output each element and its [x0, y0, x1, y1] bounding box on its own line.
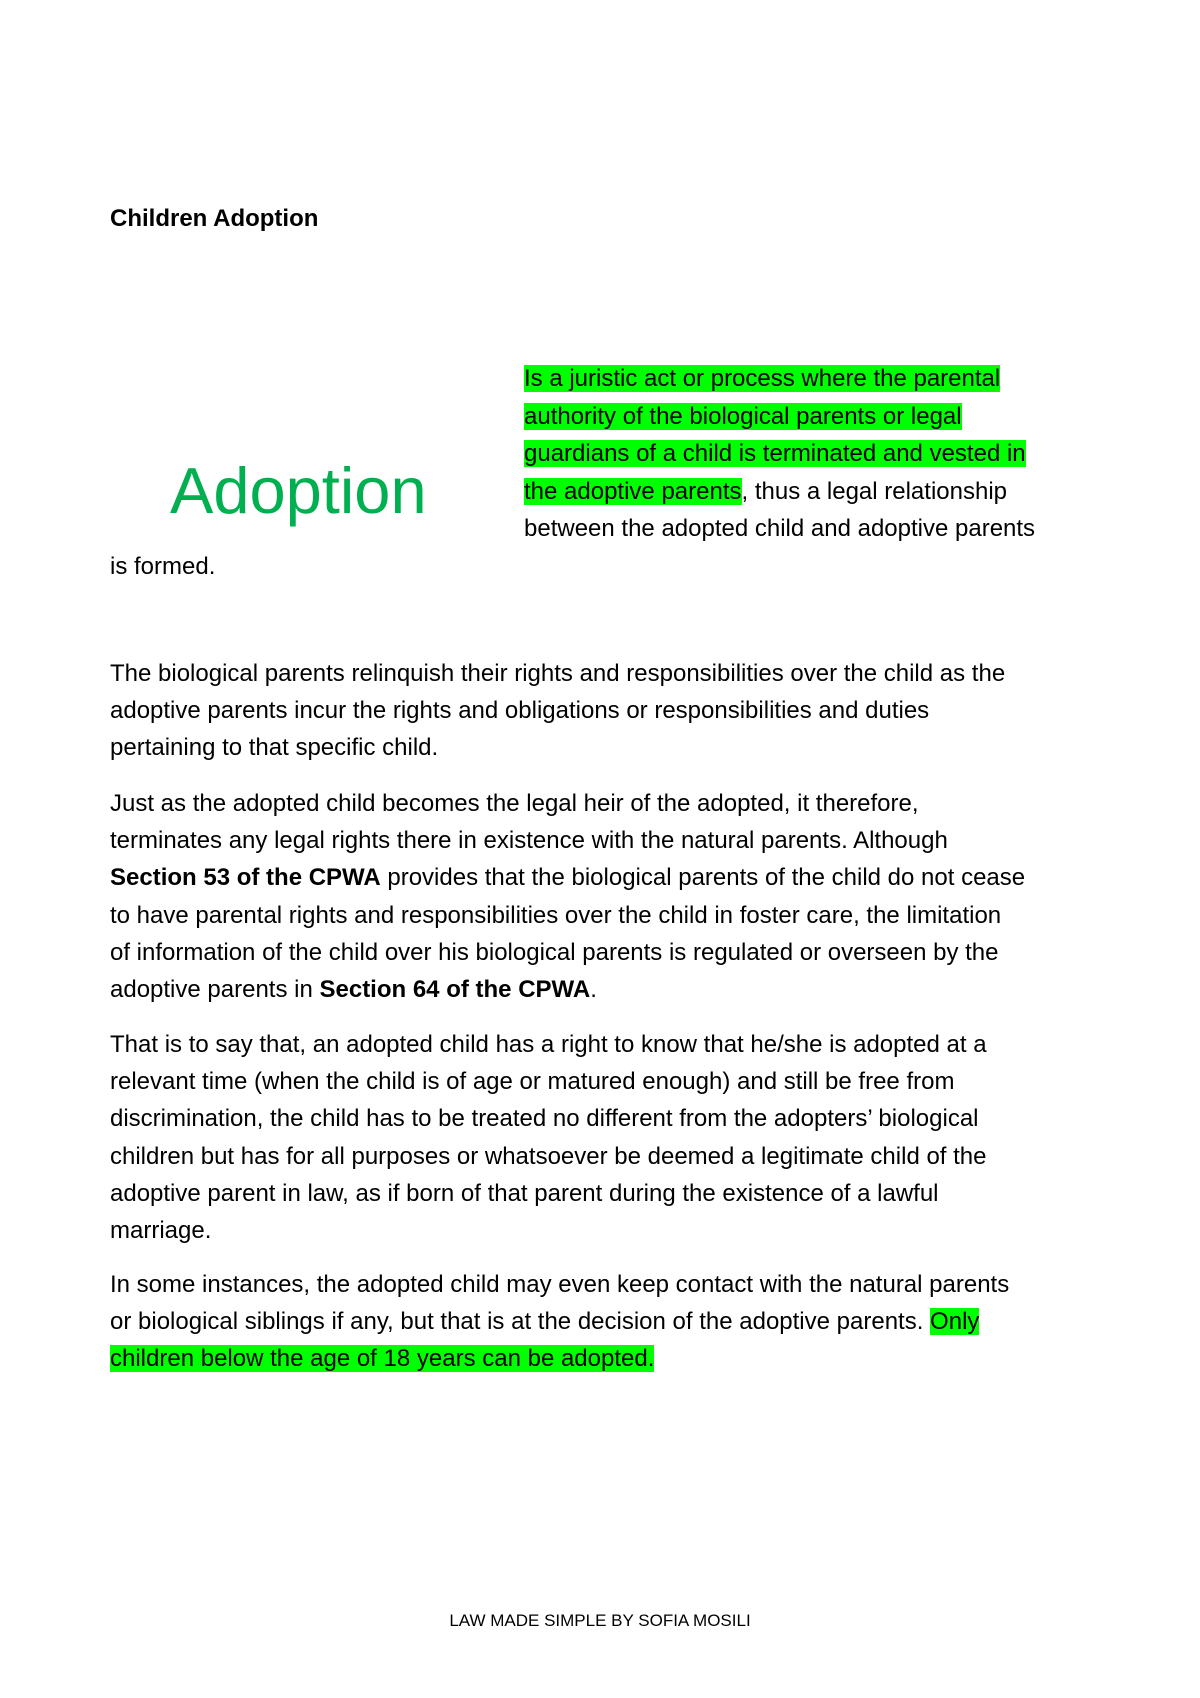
paragraph-line	[110, 859, 1100, 896]
paragraph-line: to have parental rights and responsibilities over the child in foster care, the limitation	[110, 901, 1002, 929]
paragraph-contact	[110, 1266, 1100, 1378]
definition-tail: is formed.	[110, 553, 216, 580]
highlighted-text: Is a juristic act or process where the parental	[524, 365, 1001, 392]
section-64-reference: Section 64 of the CPWA	[319, 976, 591, 1004]
definition-line	[524, 360, 1104, 398]
definition-line	[524, 473, 1104, 511]
highlighted-text: children below the age of 18 years can be adopted.	[110, 1345, 655, 1373]
paragraph-line: children but has for all purposes or whatsoever be deemed a legitimate child of the	[110, 1142, 987, 1170]
paragraph-text: or biological siblings if any, but that is at the decision of the adoptive parents.	[110, 1308, 931, 1336]
page-footer: LAW MADE SIMPLE BY SOFIA MOSILI	[449, 1611, 751, 1630]
paragraph-line: The biological parents relinquish their rights and responsibilities over the child as the	[110, 660, 1006, 687]
paragraph-line	[110, 1340, 1100, 1377]
document-heading: Children Adoption	[110, 205, 319, 232]
definition-block	[524, 360, 1104, 548]
paragraph-line: That is to say that, an adopted child has a right to know that he/she is adopted at a	[110, 1031, 987, 1058]
paragraph-right-to-know	[110, 1026, 1100, 1249]
highlighted-text: the adoptive parents	[524, 477, 742, 505]
adoption-side-word: Adoption	[170, 454, 427, 527]
paragraph-line: adoptive parents incur the rights and obligations or responsibilities and duties	[110, 697, 930, 725]
paragraph-line: terminates any legal rights there in existence with the natural parents. Although	[110, 827, 948, 855]
section-53-reference: Section 53 of the CPWA	[110, 864, 381, 892]
paragraph-text: adoptive parents in	[110, 976, 320, 1004]
paragraph-legal-heir	[110, 785, 1100, 1008]
paragraph-line	[110, 1303, 1100, 1340]
definition-line	[524, 435, 1104, 473]
paragraph-line: adoptive parent in law, as if born of that parent during the existence of a lawful	[110, 1179, 939, 1207]
highlighted-text: Only	[930, 1308, 980, 1336]
definition-line	[524, 398, 1104, 436]
paragraph-line: pertaining to that specific child.	[110, 734, 439, 762]
paragraph-relinquish	[110, 655, 1100, 767]
paragraph-line	[110, 971, 1100, 1008]
paragraph-line: marriage.	[110, 1217, 212, 1245]
paragraph-line: relevant time (when the child is of age or matured enough) and still be free from	[110, 1068, 955, 1096]
paragraph-line: of information of the child over his biological parents is regulated or overseen by the	[110, 938, 999, 966]
definition-text: , thus a legal relationship	[741, 477, 1007, 505]
paragraph-line: discrimination, the child has to be treated no different from the adopters’ biological	[110, 1105, 979, 1133]
definition-line: between the adopted child and adoptive parents	[524, 515, 1036, 542]
highlighted-text: authority of the biological parents or legal	[524, 402, 962, 430]
paragraph-line: In some instances, the adopted child may even keep contact with the natural parents	[110, 1271, 1010, 1298]
highlighted-text: guardians of a child is terminated and vested in	[524, 440, 1026, 467]
paragraph-line: Just as the adopted child becomes the legal heir of the adopted, it therefore,	[110, 790, 919, 817]
paragraph-text: .	[590, 976, 597, 1004]
paragraph-text: provides that the biological parents of the child do not cease	[380, 864, 1026, 892]
